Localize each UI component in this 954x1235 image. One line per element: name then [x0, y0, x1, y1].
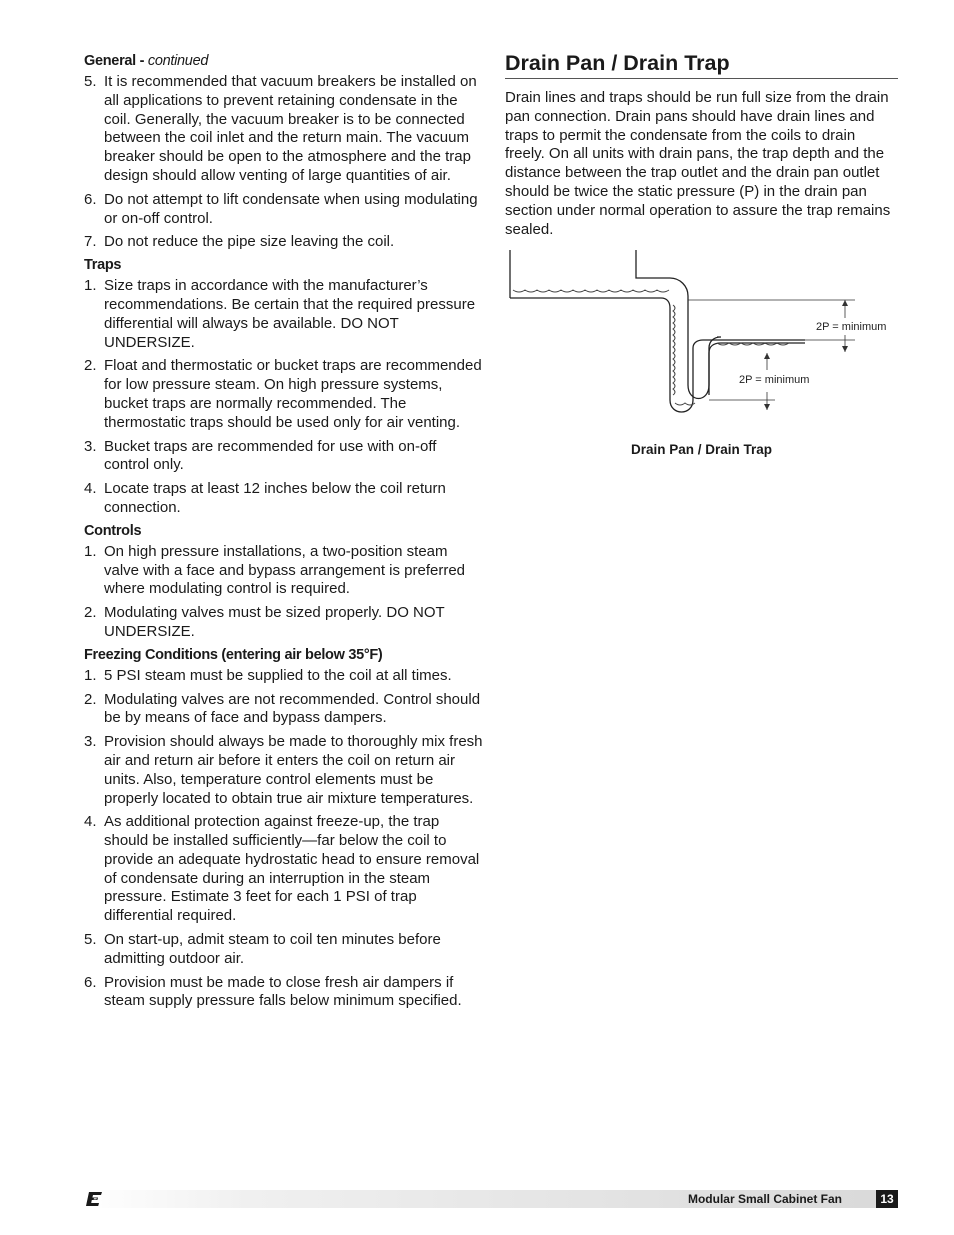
freezing-section [84, 647, 484, 1012]
general-title: General - [84, 53, 145, 69]
general-list [84, 73, 484, 252]
list-item: 3. Bucket traps are recommended for use with on-off control only. [84, 437, 437, 474]
dim-label-upper: 2P = minimum [816, 321, 887, 333]
list-item: 1. On high pressure installations, a two-position steam valve with a face and bypass arrangement is preferred where modulating control is required. [84, 542, 466, 598]
drain-pan-wall-right [636, 250, 688, 385]
list-item: 3. Provision should always be made to thoroughly mix fresh air and return air before it enters the coil on return air units. Also, temperature control elements must be properly located to obtain true air mixture temperatures. [84, 733, 483, 807]
trap-pipe [688, 343, 805, 399]
diagram-caption: Drain Pan / Drain Trap [630, 442, 773, 457]
controls-heading: Controls [84, 522, 142, 539]
controls-list [84, 543, 484, 642]
list-item: 6. Provision must be made to close fresh air dampers if steam supply pressure falls below minimum specified. [84, 973, 462, 1010]
traps-heading: Traps [84, 257, 122, 274]
list-item: 4. As additional protection against freeze-up, the trap should be installed sufficiently—far below the coil to provide an adequate hydrostatic head to ensure removal of condensate during an interruption in the steam pressure. Estimate 3 feet for each 1 PSI of trap differential required. [84, 813, 480, 925]
page-number: 13 [876, 1190, 898, 1208]
general-continued: continued [147, 53, 209, 69]
drain-pan-outline [510, 298, 805, 412]
list-item: 1. Size traps in accordance with the manufacturer’s recommendations. Be certain that the required pressure differential will always be available. DO NOT UNDERSIZE. [84, 277, 476, 351]
brand-logo-icon [85, 1191, 103, 1207]
drain-intro: Drain lines and traps should be run full size from the drain pan connection. Drain pans should have drain lines and traps to permit the condensate from the coils to drain freely. On all units with drain pans, the trap depth and the distance between the trap outlet and the drain pan outlet should be twice the static pressure (P) in the drain pan section under normal operation to assure the trap remains sealed. [505, 89, 891, 238]
dim-label-lower: 2P = minimum [739, 374, 810, 386]
left-column [84, 53, 484, 1016]
right-column [505, 50, 898, 239]
arrowhead-lower-1 [764, 353, 770, 359]
drain-heading: Drain Pan / Drain Trap [505, 50, 898, 79]
arrowhead-lower-2 [764, 404, 770, 410]
list-item: 1. 5 PSI steam must be supplied to the coil at all times. [84, 666, 452, 684]
drain-trap-diagram [505, 245, 905, 425]
traps-section [84, 257, 484, 518]
footer-title: Modular Small Cabinet Fan [687, 1192, 842, 1206]
general-heading [84, 53, 484, 70]
list-item: 2. Modulating valves must be sized properly. DO NOT UNDERSIZE. [84, 604, 445, 640]
freezing-heading: Freezing Conditions (entering air below 35°F) [84, 646, 383, 663]
outlet-water-surface [717, 343, 789, 345]
traps-list [84, 277, 484, 518]
pan-water-surface [513, 290, 669, 292]
trap-water-left [673, 305, 675, 395]
arrowhead-upper-1 [842, 300, 848, 306]
list-item: 2. Float and thermostatic or bucket traps are recommended for low pressure steam. On high pressure systems, bucket traps are normally recommended. The thermostatic traps should be used only for air venting. [84, 357, 482, 431]
list-item: 7. Do not reduce the pipe size leaving the coil. [84, 233, 395, 251]
list-item: 4. Locate traps at least 12 inches below the coil return connection. [84, 480, 446, 516]
freezing-list [84, 667, 484, 1012]
general-section [84, 53, 484, 252]
controls-section [84, 523, 484, 642]
list-item: 6. Do not attempt to lift condensate when using modulating or on-off control. [84, 190, 478, 227]
list-item: 5. It is recommended that vacuum breakers be installed on all applications to prevent retaining condensate in the coil. Generally, the vacuum breaker is to be connected between the coil inlet and the return main. The vacuum breaker should be open to the atmosphere and the trap design should allow venting of large quantities of air. [84, 73, 477, 184]
list-item: 2. Modulating valves are not recommended. Control should be by means of face and bypass dampers. [84, 690, 481, 727]
arrowhead-upper-2 [842, 346, 848, 352]
list-item: 5. On start-up, admit steam to coil ten minutes before admitting outdoor air. [84, 931, 441, 967]
